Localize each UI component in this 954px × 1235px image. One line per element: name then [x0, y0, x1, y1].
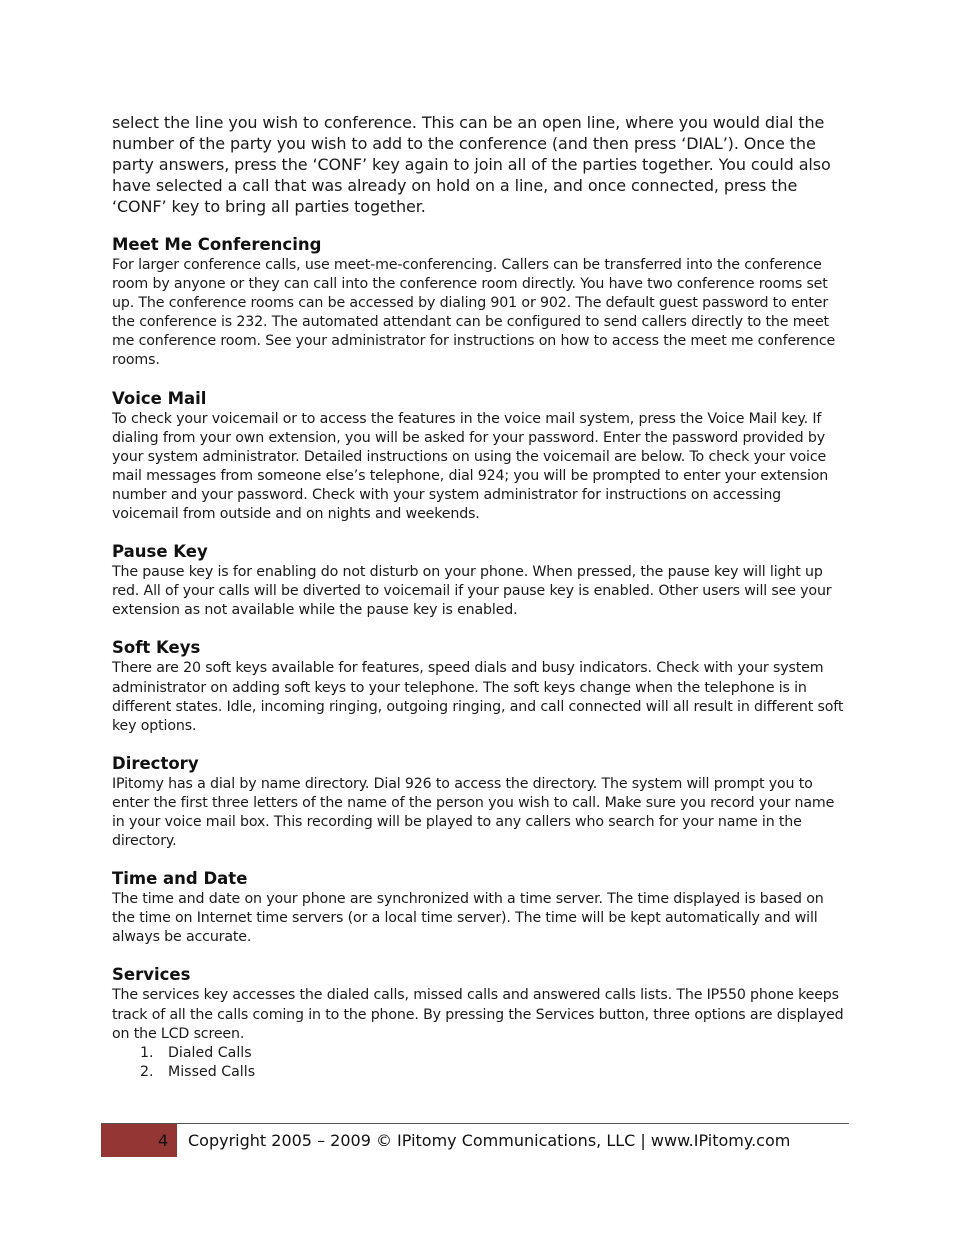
footer-copyright: Copyright 2005 – 2009 © IPitomy Communications, LLC | www.IPitomy.com: [188, 1131, 791, 1150]
services-list: [112, 1044, 844, 1083]
list-item-number: 1.: [140, 1044, 154, 1061]
section-heading: Services: [112, 965, 191, 985]
section-heading: Time and Date: [112, 869, 248, 889]
list-item-text: Missed Calls: [168, 1064, 256, 1081]
section-body: The services key accesses the dialed calls, missed calls and answered calls lists. The IP550 phone keeps track of all the calls coming in to the phone. By pressing the Services button, three options are displayed on the LCD screen.: [112, 987, 844, 1042]
list-item-text: Dialed Calls: [168, 1044, 252, 1061]
list-item-number: 2.: [140, 1064, 154, 1081]
section-body: The pause key is for enabling do not disturb on your phone. When pressed, the pause key will light up red. All of your calls will be diverted to voicemail if your pause key is enabled. Other users will see your extension as not available while the pause key is enabled.: [112, 564, 832, 619]
list-item: [112, 1063, 844, 1083]
section-heading: Meet Me Conferencing: [112, 235, 322, 254]
section-heading: Pause Key: [112, 542, 208, 562]
section-heading: Soft Keys: [112, 638, 201, 658]
section-directory: [112, 754, 844, 851]
section-body: The time and date on your phone are synchronized with a time server. The time displayed is based on the time on Internet time servers (or a local time server). The time will be kept automatically and will always be accurate.: [112, 891, 824, 946]
section-body: IPitomy has a dial by name directory. Dial 926 to access the directory. The system will prompt you to enter the first three letters of the name of the person you wish to call. Make sure you record your name in your voice mail box. This recording will be played to any callers who search for your name in the directory.: [112, 775, 835, 850]
section-services: [112, 965, 844, 1082]
list-item: [112, 1044, 844, 1064]
intro-paragraph: select the line you wish to conference. This can be an open line, where you would dial the number of the party you wish to add to the conference (and then press ‘DIAL’). Once the party answers, press the ‘CONF’ key again to join all of the parties together. You could also have selected a call that was already on hold on a line, and once connected, press the ‘CONF’ key to bring all parties together.: [112, 113, 831, 216]
section-heading: Voice Mail: [112, 388, 207, 408]
section-heading: Directory: [112, 753, 199, 773]
section-meet-me-conferencing: [112, 235, 844, 371]
footer-divider: [101, 1123, 849, 1124]
section-body: For larger conference calls, use meet-me-conferencing. Callers can be transferred into the conference room by anyone or they can call into the conference room directly. You have two conference rooms set up. The conference rooms can be accessed by dialing 901 or 902. The default guest password to enter the conference is 232. The automated attendant can be configured to send callers directly to the meet me conference room. See your administrator for instructions on how to access the meet me conference rooms.: [112, 257, 836, 369]
section-body: There are 20 soft keys available for features, speed dials and busy indicators. Check with your system administrator on adding soft keys to your telephone. The soft keys change when the telephone is in different states. Idle, incoming ringing, outgoing ringing, and call connected will all result in different soft key options.: [112, 660, 844, 734]
page-content: [112, 112, 844, 1083]
section-soft-keys: [112, 638, 844, 735]
section-body: To check your voicemail or to access the features in the voice mail system, press the Voice Mail key. If dialing from your own extension, you will be asked for your password. Enter the password provided by your system administrator. Detailed instructions on using the voicemail are below. To check your voice mail messages from someone else’s telephone, dial 924; you will be prompted to enter your extension number and your password. Check with your system administrator for instructions on accessing voicemail from outside and on nights and weekends.: [112, 410, 829, 523]
section-pause-key: [112, 542, 844, 620]
section-voice-mail: [112, 389, 844, 525]
section-time-and-date: [112, 869, 844, 947]
page-number: 4: [158, 1131, 169, 1150]
